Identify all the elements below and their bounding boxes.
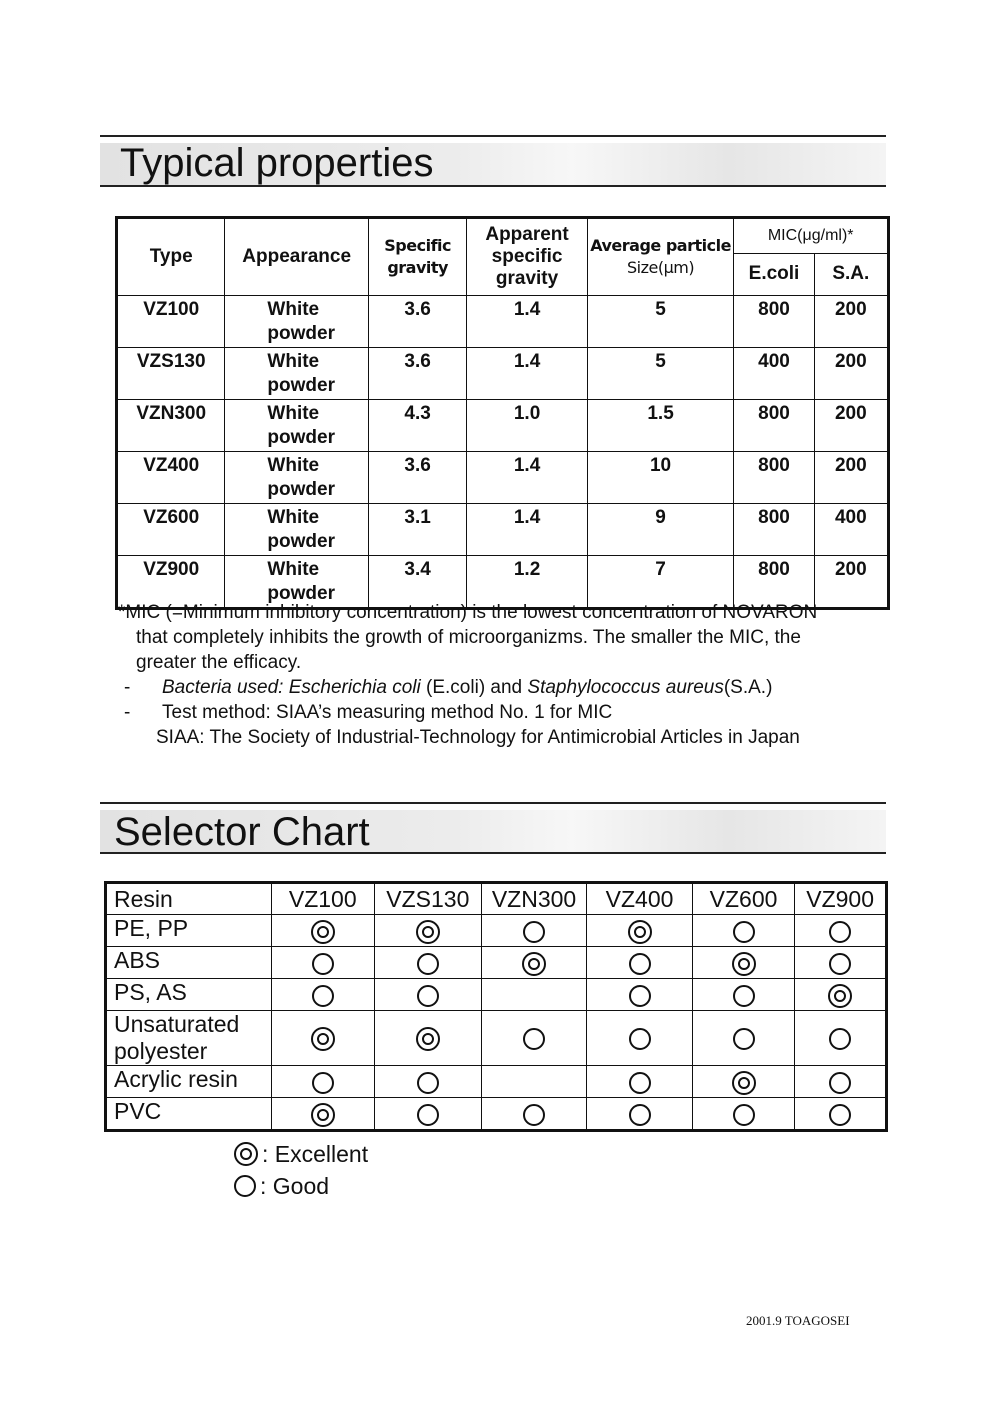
cell-specific-gravity: 3.6 bbox=[368, 296, 466, 348]
cell-appearance: White powder bbox=[225, 348, 369, 400]
cell-rating bbox=[375, 1098, 482, 1131]
cell-mic-sa: 400 bbox=[814, 504, 888, 556]
cell-specific-gravity: 4.3 bbox=[368, 400, 466, 452]
col-vz900: VZ900 bbox=[795, 883, 887, 915]
bacteria-ecoli: Escherichia coli bbox=[288, 677, 421, 698]
circle-icon bbox=[312, 1072, 334, 1094]
circle-icon bbox=[417, 985, 439, 1007]
table-row bbox=[117, 400, 889, 452]
test-method-text: Test method: SIAA’s measuring method No. 1 for MIC bbox=[162, 702, 613, 723]
double-circle-icon bbox=[416, 920, 440, 944]
bullet-dash: - bbox=[124, 702, 131, 723]
circle-icon bbox=[417, 1072, 439, 1094]
circle-icon bbox=[629, 1072, 651, 1094]
circle-icon bbox=[523, 921, 545, 943]
cell-rating bbox=[481, 947, 587, 979]
bacteria-sa: Staphylococcus aureus bbox=[527, 677, 724, 698]
col-vzs130: VZS130 bbox=[375, 883, 482, 915]
cell-rating bbox=[271, 1011, 374, 1066]
double-circle-icon bbox=[416, 1027, 440, 1051]
circle-icon bbox=[523, 1104, 545, 1126]
cell-rating bbox=[481, 979, 587, 1011]
cell-resin: ABS bbox=[106, 947, 272, 979]
circle-icon bbox=[417, 953, 439, 975]
cell-type: VZ400 bbox=[117, 452, 225, 504]
circle-icon bbox=[629, 985, 651, 1007]
circle-icon bbox=[733, 1104, 755, 1126]
cell-rating bbox=[375, 1066, 482, 1098]
cell-rating bbox=[481, 1098, 587, 1131]
cell-mic-sa: 200 bbox=[814, 348, 888, 400]
mic-notes bbox=[118, 600, 888, 750]
table-row bbox=[117, 296, 889, 348]
col-sa: S.A. bbox=[814, 253, 888, 295]
circle-icon bbox=[234, 1175, 256, 1197]
col-vz400: VZ400 bbox=[587, 883, 692, 915]
double-circle-icon bbox=[234, 1142, 258, 1166]
cell-rating bbox=[692, 1098, 794, 1131]
table-row bbox=[117, 504, 889, 556]
cell-mic-sa: 200 bbox=[814, 556, 888, 609]
circle-icon bbox=[733, 921, 755, 943]
col-vz600: VZ600 bbox=[692, 883, 794, 915]
cell-resin: PVC bbox=[106, 1098, 272, 1131]
cell-specific-gravity: 3.6 bbox=[368, 348, 466, 400]
double-circle-icon bbox=[628, 920, 652, 944]
cell-appearance: White powder bbox=[225, 296, 369, 348]
cell-rating bbox=[692, 1011, 794, 1066]
legend-excellent bbox=[234, 1138, 368, 1170]
cell-mic-ecoli: 800 bbox=[734, 296, 814, 348]
cell-appearance: White powder bbox=[225, 556, 369, 609]
cell-type: VZN300 bbox=[117, 400, 225, 452]
cell-mic-sa: 200 bbox=[814, 296, 888, 348]
col-particle-unit: Size(μm) bbox=[627, 258, 695, 277]
cell-mic-ecoli: 800 bbox=[734, 452, 814, 504]
circle-icon bbox=[629, 953, 651, 975]
cell-rating bbox=[795, 1098, 887, 1131]
cell-rating bbox=[795, 947, 887, 979]
cell-particle-size: 1.5 bbox=[587, 400, 734, 452]
col-resin: Resin bbox=[106, 883, 272, 915]
cell-appearance: White powder bbox=[225, 452, 369, 504]
cell-appearance: White powder bbox=[225, 400, 369, 452]
cell-rating bbox=[481, 915, 587, 947]
double-circle-icon bbox=[311, 920, 335, 944]
properties-table bbox=[115, 216, 890, 610]
legend-good-label: : Good bbox=[260, 1173, 330, 1199]
circle-icon bbox=[312, 985, 334, 1007]
col-specific-gravity: Specific gravity bbox=[368, 218, 466, 296]
table-row bbox=[106, 1011, 887, 1066]
cell-appearance: White powder bbox=[225, 504, 369, 556]
cell-rating bbox=[692, 947, 794, 979]
col-average-particle-label: Average particle bbox=[590, 236, 731, 255]
typical-properties-header bbox=[100, 135, 886, 187]
section-title-typical: Typical properties bbox=[120, 141, 434, 185]
cell-rating bbox=[795, 1011, 887, 1066]
cell-particle-size: 7 bbox=[587, 556, 734, 609]
cell-type: VZ600 bbox=[117, 504, 225, 556]
cell-particle-size: 10 bbox=[587, 452, 734, 504]
mic-definition-line1: *MIC (=Minimum inhibitory concentration) is the lowest concentration of NOVARON bbox=[118, 602, 818, 623]
cell-particle-size: 9 bbox=[587, 504, 734, 556]
cell-specific-gravity: 3.6 bbox=[368, 452, 466, 504]
cell-type: VZ900 bbox=[117, 556, 225, 609]
table-row bbox=[106, 979, 887, 1011]
cell-rating bbox=[375, 947, 482, 979]
double-circle-icon bbox=[522, 952, 546, 976]
circle-icon bbox=[733, 1028, 755, 1050]
mic-definition-line2: that completely inhibits the growth of microorganizms. The smaller the MIC, the bbox=[136, 627, 801, 648]
cell-resin: Unsaturated polyester bbox=[106, 1011, 272, 1066]
cell-rating bbox=[271, 915, 374, 947]
cell-rating bbox=[587, 979, 692, 1011]
circle-icon bbox=[312, 953, 334, 975]
cell-mic-ecoli: 800 bbox=[734, 504, 814, 556]
circle-icon bbox=[733, 985, 755, 1007]
cell-rating bbox=[692, 1066, 794, 1098]
double-circle-icon bbox=[732, 1071, 756, 1095]
header-top-rule bbox=[100, 802, 886, 804]
col-type: Type bbox=[117, 218, 225, 296]
cell-mic-ecoli: 400 bbox=[734, 348, 814, 400]
double-circle-icon bbox=[311, 1103, 335, 1127]
table-row bbox=[117, 348, 889, 400]
cell-rating bbox=[271, 979, 374, 1011]
circle-icon bbox=[829, 1028, 851, 1050]
col-apparent-specific-gravity: Apparent specific gravity bbox=[467, 218, 587, 296]
cell-rating bbox=[271, 1066, 374, 1098]
cell-rating bbox=[587, 1066, 692, 1098]
cell-apparent-specific-gravity: 1.4 bbox=[467, 296, 587, 348]
cell-apparent-specific-gravity: 1.4 bbox=[467, 452, 587, 504]
cell-rating bbox=[795, 979, 887, 1011]
bacteria-ecoli-abbr: (E.coli) and bbox=[420, 677, 528, 698]
mic-definition-line3: greater the efficacy. bbox=[136, 652, 302, 673]
cell-resin: PS, AS bbox=[106, 979, 272, 1011]
test-method-note bbox=[118, 700, 888, 725]
cell-rating bbox=[795, 915, 887, 947]
cell-rating bbox=[795, 1066, 887, 1098]
table-row bbox=[106, 947, 887, 979]
cell-type: VZ100 bbox=[117, 296, 225, 348]
cell-particle-size: 5 bbox=[587, 296, 734, 348]
cell-apparent-specific-gravity: 1.2 bbox=[467, 556, 587, 609]
cell-rating bbox=[587, 1011, 692, 1066]
table-row bbox=[106, 915, 887, 947]
circle-icon bbox=[417, 1104, 439, 1126]
bacteria-prefix: Bacteria used: bbox=[162, 677, 289, 698]
table-row bbox=[106, 1066, 887, 1098]
selector-table bbox=[104, 881, 888, 1132]
cell-specific-gravity: 3.1 bbox=[368, 504, 466, 556]
legend-excellent-label: : Excellent bbox=[262, 1141, 369, 1167]
circle-icon bbox=[829, 1072, 851, 1094]
table-row bbox=[117, 452, 889, 504]
cell-rating bbox=[375, 1011, 482, 1066]
cell-mic-ecoli: 800 bbox=[734, 400, 814, 452]
cell-rating bbox=[271, 1098, 374, 1131]
cell-rating bbox=[692, 979, 794, 1011]
header-top-rule bbox=[100, 135, 886, 137]
col-average-particle-size bbox=[587, 218, 734, 296]
cell-apparent-specific-gravity: 1.4 bbox=[467, 504, 587, 556]
cell-mic-sa: 200 bbox=[814, 452, 888, 504]
cell-rating bbox=[587, 947, 692, 979]
cell-rating bbox=[587, 915, 692, 947]
cell-specific-gravity: 3.4 bbox=[368, 556, 466, 609]
cell-mic-ecoli: 800 bbox=[734, 556, 814, 609]
col-ecoli: E.coli bbox=[734, 253, 814, 295]
cell-resin: PE, PP bbox=[106, 915, 272, 947]
double-circle-icon bbox=[828, 984, 852, 1008]
bacteria-sa-abbr: (S.A.) bbox=[723, 677, 773, 698]
circle-icon bbox=[829, 953, 851, 975]
bacteria-note bbox=[118, 675, 888, 700]
circle-icon bbox=[629, 1104, 651, 1126]
cell-mic-sa: 200 bbox=[814, 400, 888, 452]
cell-rating bbox=[481, 1066, 587, 1098]
rating-legend bbox=[234, 1138, 368, 1202]
circle-icon bbox=[829, 921, 851, 943]
col-vzn300: VZN300 bbox=[481, 883, 587, 915]
bullet-dash: - bbox=[124, 677, 131, 698]
table-row bbox=[106, 1098, 887, 1131]
cell-type: VZS130 bbox=[117, 348, 225, 400]
circle-icon bbox=[523, 1028, 545, 1050]
footer-credit: 2001.9 TOAGOSEI bbox=[746, 1313, 850, 1328]
double-circle-icon bbox=[732, 952, 756, 976]
cell-rating bbox=[587, 1098, 692, 1131]
col-mic: MIC(μg/ml)* bbox=[734, 218, 889, 254]
double-circle-icon bbox=[311, 1027, 335, 1051]
cell-apparent-specific-gravity: 1.0 bbox=[467, 400, 587, 452]
cell-particle-size: 5 bbox=[587, 348, 734, 400]
cell-rating bbox=[692, 915, 794, 947]
cell-rating bbox=[271, 947, 374, 979]
col-vz100: VZ100 bbox=[271, 883, 374, 915]
selector-chart-header bbox=[100, 802, 886, 854]
legend-good bbox=[234, 1170, 368, 1202]
section-title-selector: Selector Chart bbox=[114, 810, 370, 854]
siaa-note: SIAA: The Society of Industrial-Technology for Antimicrobial Articles in Japan bbox=[156, 727, 800, 748]
circle-icon bbox=[829, 1104, 851, 1126]
cell-rating bbox=[375, 979, 482, 1011]
cell-rating bbox=[481, 1011, 587, 1066]
cell-apparent-specific-gravity: 1.4 bbox=[467, 348, 587, 400]
cell-resin: Acrylic resin bbox=[106, 1066, 272, 1098]
cell-rating bbox=[375, 915, 482, 947]
col-appearance: Appearance bbox=[225, 218, 369, 296]
circle-icon bbox=[629, 1028, 651, 1050]
